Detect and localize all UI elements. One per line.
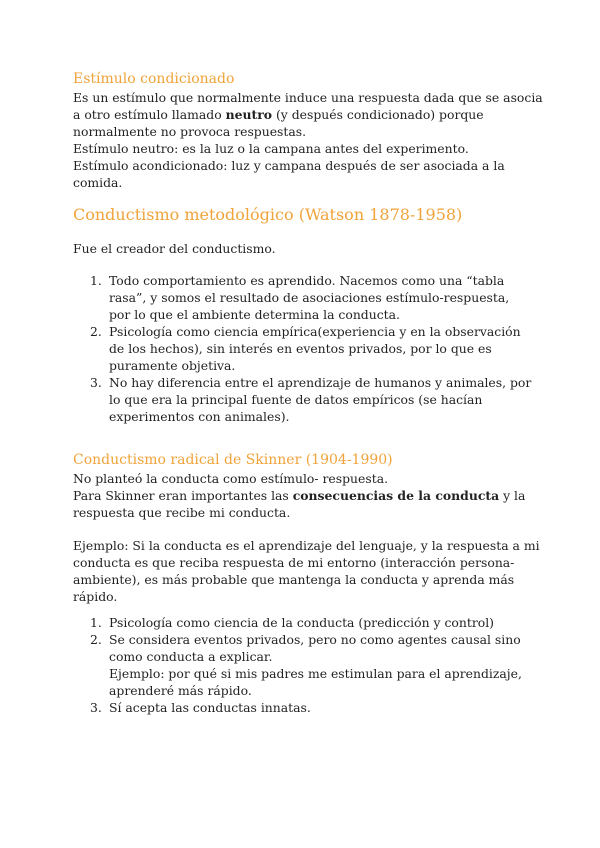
list-item (73, 631, 533, 699)
list-item-text: Psicología como ciencia de la conducta (predicción y control) (109, 615, 494, 630)
paragraph-conditioned-stimulus: Estímulo acondicionado: luz y campana después de ser asociada a la comida. (73, 158, 505, 190)
paragraph-watson-intro: Fue el creador del conductismo. (73, 241, 276, 256)
definition-text-b: (y después condicionado) porque normalmente no provoca respuestas. (73, 107, 484, 139)
definition-text-a: Es un estímulo que normalmente induce una respuesta dada que se asocia a otro estímulo llamado (73, 90, 543, 122)
list-item-text: No hay diferencia entre el aprendizaje de humanos y animales, por lo que era la principal fuente de datos empíricos (se hacían experimentos con animales). (109, 375, 532, 424)
consequences-bold-term: consecuencias de la conducta (292, 488, 500, 503)
list-watson-points (73, 272, 533, 425)
consequences-text-a: Para Skinner eran importantes las (73, 488, 293, 503)
list-item-number: 2. (90, 324, 102, 339)
list-item-number: 3. (90, 700, 102, 715)
list-item (73, 699, 533, 716)
list-item-number: 3. (90, 375, 102, 390)
paragraph-skinner-example: Ejemplo: Si la conducta es el aprendizaje del lenguaje, y la respuesta a mi conducta es que reciba respuesta de mi entorno (interacción persona-ambiente), es más probable que mantenga la conducta y aprenda más rápido. (73, 538, 540, 604)
paragraph-skinner-consequences (73, 487, 543, 521)
list-item (73, 374, 533, 425)
section-skinner-body (73, 470, 543, 521)
list-item-number: 2. (90, 632, 102, 647)
list-skinner-points (73, 614, 533, 716)
paragraph-neutral-stimulus: Estímulo neutro: es la luz o la campana antes del experimento. (73, 141, 469, 156)
consequences-text-b: y la respuesta que recibe mi conducta. (73, 488, 526, 520)
section-estimulo-body (73, 89, 543, 191)
paragraph-skinner-line1: No planteó la conducta como estímulo- respuesta. (73, 471, 389, 486)
paragraph-definition (73, 89, 543, 140)
list-item-subtext: Ejemplo: por qué si mis padres me estimulan para el aprendizaje, aprenderé más rápido. (109, 666, 522, 698)
list-item (73, 614, 533, 631)
list-item-text: Todo comportamiento es aprendido. Nacemos como una “tabla rasa”, y somos el resultado de asociaciones estímulo-respuesta, por lo que el ambiente determina la conducta. (109, 273, 510, 322)
list-item (73, 272, 533, 323)
list-item-number: 1. (90, 615, 102, 630)
list-item (73, 323, 533, 374)
definition-bold-term: neutro (225, 107, 273, 122)
list-item-text: Psicología como ciencia empírica(experiencia y en la observación de los hechos), sin interés en eventos privados, por lo que es puramente objetiva. (109, 324, 521, 373)
list-item-text: Se considera eventos privados, pero no como agentes causal sino como conducta a explicar. (109, 632, 521, 664)
list-item-number: 1. (90, 273, 102, 288)
heading-estimulo-condicionado: Estímulo condicionado (73, 71, 235, 87)
list-item-text: Sí acepta las conductas innatas. (109, 700, 311, 715)
heading-conductismo-radical: Conductismo radical de Skinner (1904-1990) (73, 452, 393, 468)
heading-conductismo-metodologico: Conductismo metodológico (Watson 1878-1958) (73, 205, 463, 224)
